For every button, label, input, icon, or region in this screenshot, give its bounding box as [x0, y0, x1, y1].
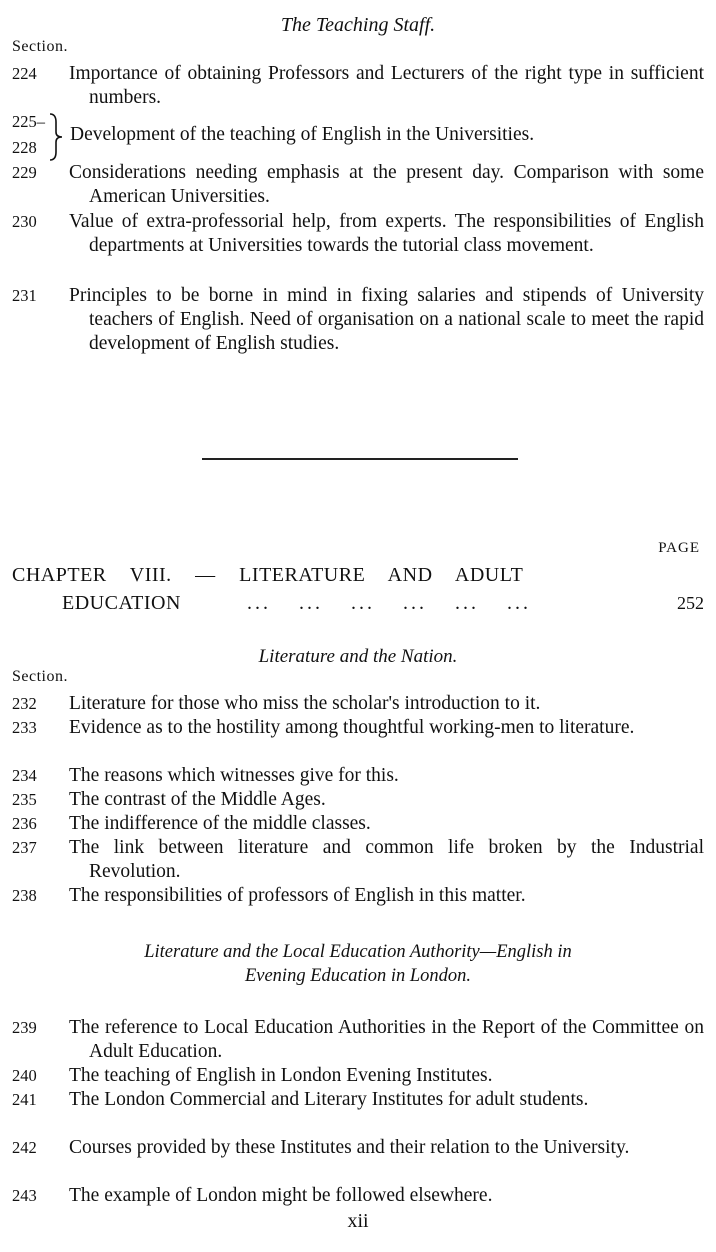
curly-brace-icon	[46, 112, 66, 162]
entry-text: The teaching of English in London Evening Institutes.	[69, 1065, 493, 1086]
section-number: 230	[12, 212, 37, 231]
entry-text: Principles to be borne in mind in fixing salaries and stipends of University teachers of English. Need of organisation on a national scale to meet the rapid development of English studies.	[69, 285, 704, 354]
section-number: 241	[12, 1090, 37, 1109]
section-number: 234	[12, 766, 37, 785]
toc-entry	[12, 1016, 704, 1064]
entry-text: The reasons which witnesses give for this.	[69, 765, 399, 786]
chapter-page-number: 252	[677, 593, 704, 613]
toc-entry	[12, 764, 704, 788]
toc-entry	[12, 1184, 704, 1208]
section-number: 233	[12, 718, 37, 737]
section-number: 236	[12, 814, 37, 833]
section-number: 240	[12, 1066, 37, 1085]
section-number-end: 228	[12, 138, 37, 157]
toc-entry	[12, 284, 704, 356]
entry-text: Considerations needing emphasis at the present day. Comparison with some American Universities.	[69, 162, 704, 207]
toc-entry	[12, 1136, 704, 1160]
section-label: Section.	[12, 668, 68, 685]
section-number: 239	[12, 1018, 37, 1037]
section-heading-local-education-line2: Evening Education in London.	[244, 966, 472, 986]
entry-text: The London Commercial and Literary Institutes for adult students.	[69, 1089, 589, 1110]
entry-text: The reference to Local Education Authorities in the Report of the Committee on Adult Education.	[69, 1017, 704, 1062]
toc-entry	[12, 161, 704, 209]
toc-entry	[12, 716, 704, 740]
section-number: 229	[12, 163, 37, 182]
section-number: 242	[12, 1138, 37, 1157]
section-heading-teaching-staff: The Teaching Staff.	[280, 14, 436, 36]
toc-entry-range	[12, 112, 704, 168]
toc-entry	[12, 1088, 704, 1112]
dot-leader: ... ... ... ... ... ...	[247, 592, 531, 614]
chapter-title-line2: EDUCATION	[62, 592, 181, 614]
entry-text: The example of London might be followed elsewhere.	[69, 1185, 493, 1206]
toc-entry	[12, 692, 704, 716]
entry-text: The responsibilities of professors of English in this matter.	[69, 885, 526, 906]
section-number: 231	[12, 286, 37, 305]
section-number: 238	[12, 886, 37, 905]
entry-text: Value of extra-professorial help, from experts. The responsibilities of English departments at Universities towards the tutorial class movement.	[69, 211, 704, 256]
section-number: 237	[12, 838, 37, 857]
section-number: 232	[12, 694, 37, 713]
entry-text: Importance of obtaining Professors and Lecturers of the right type in sufficient numbers.	[69, 63, 704, 108]
toc-entry	[12, 812, 704, 836]
toc-entry	[12, 210, 704, 258]
section-label: Section.	[12, 38, 68, 55]
chapter-title	[12, 561, 704, 617]
toc-entry	[12, 62, 704, 110]
entry-text: Courses provided by these Institutes and their relation to the University.	[69, 1137, 630, 1158]
section-number-start: 225–	[12, 112, 45, 131]
page-folio: xii	[347, 1210, 369, 1232]
toc-entry	[12, 884, 704, 908]
entry-text: Development of the teaching of English in the Universities.	[70, 124, 535, 145]
section-number: 235	[12, 790, 37, 809]
toc-entry	[12, 788, 704, 812]
chapter-title-line1: CHAPTER VIII. — LITERATURE AND ADULT	[12, 564, 524, 586]
toc-entry	[12, 836, 704, 884]
section-heading-literature-nation: Literature and the Nation.	[258, 646, 458, 667]
entry-text: Evidence as to the hostility among thoughtful working-men to literature.	[69, 717, 635, 738]
entry-text: The indifference of the middle classes.	[69, 813, 371, 834]
divider-rule	[202, 458, 518, 460]
page-column-label: PAGE	[658, 540, 700, 556]
entry-text: Literature for those who miss the scholar's introduction to it.	[69, 693, 541, 714]
section-number: 224	[12, 64, 37, 83]
section-heading-local-education-line1: Literature and the Local Education Authority—English in	[144, 942, 572, 962]
toc-entry	[12, 1064, 704, 1088]
entry-text: The link between literature and common life broken by the Industrial Revolution.	[69, 837, 704, 882]
entry-text: The contrast of the Middle Ages.	[69, 789, 326, 810]
section-number: 243	[12, 1186, 37, 1205]
